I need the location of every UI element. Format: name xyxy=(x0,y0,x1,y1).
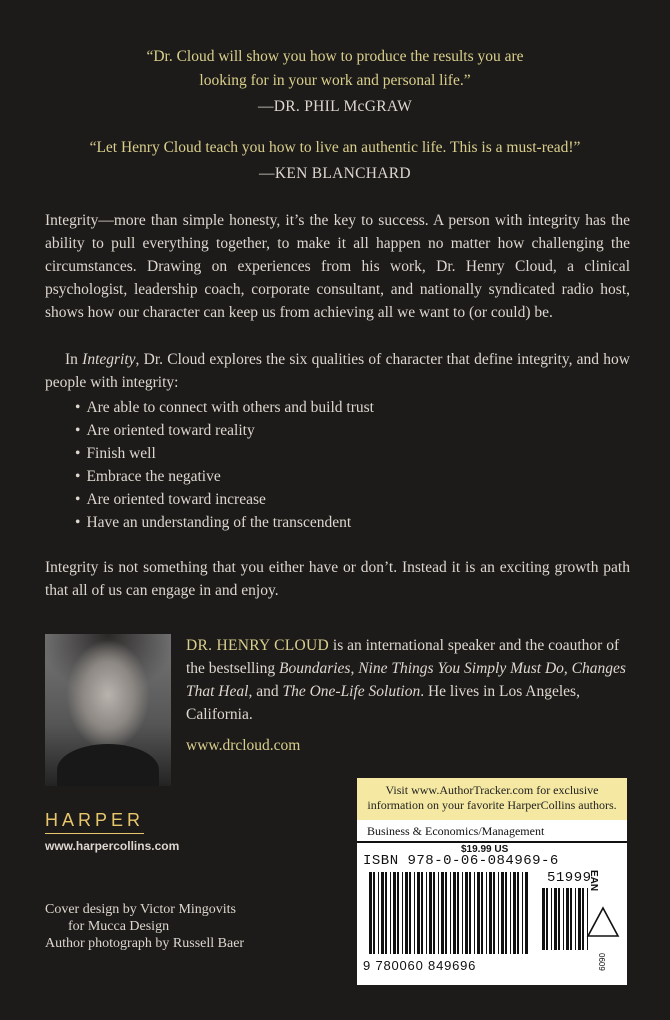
barcode-bar xyxy=(469,872,471,954)
barcode-bar xyxy=(409,872,411,954)
barcode-bar xyxy=(510,872,511,954)
publisher-logo: HARPER xyxy=(45,810,144,834)
barcode-bar xyxy=(462,872,463,954)
barcode-bar xyxy=(566,888,569,950)
book-title: Nine Things You Simply Must Do xyxy=(358,660,564,677)
list-item: • Finish well xyxy=(75,442,374,465)
barcode-bar xyxy=(517,872,519,954)
barcode-bar xyxy=(486,872,487,954)
barcode-bar xyxy=(373,872,375,954)
barcode-bar xyxy=(417,872,420,954)
author-name: DR. HENRY CLOUD xyxy=(186,637,330,654)
bio-text: , and xyxy=(248,683,283,700)
barcode-bar xyxy=(438,872,439,954)
author-photo xyxy=(45,634,171,786)
barcode-bar xyxy=(450,872,451,954)
description-paragraph: Integrity—more than simple honesty, it’s the key to success. A person with integrity has the ability to pull everything together, to make it all happen no matter how challenging the circumstances. Drawing on experiences from his work, Dr. Henry Cloud, a clinical psychologist, leadership coach, corporate consultant, and nationally syndicated radio host, shows how our character can keep us from achieving all we want to (or could) be. xyxy=(45,212,630,321)
barcode-bar xyxy=(489,872,492,954)
credit-line: for Mucca Design xyxy=(68,919,170,934)
tracker-line: information on your favorite HarperCollins authors. xyxy=(367,798,617,812)
barcode-bar xyxy=(501,872,504,954)
barcode-bar xyxy=(542,888,545,950)
barcode-bar xyxy=(390,872,391,954)
credits xyxy=(45,901,244,952)
barcode-bar xyxy=(558,888,560,950)
qualities-list xyxy=(75,396,374,534)
barcode-bar xyxy=(433,872,435,954)
description-paragraph xyxy=(45,348,630,394)
list-item: • Have an understanding of the transcendent xyxy=(75,511,374,534)
quote-text-line: “Dr. Cloud will show you how to produce the results you are xyxy=(146,48,524,65)
barcode-bar xyxy=(498,872,499,954)
barcode-bar xyxy=(570,888,572,950)
intro-word: In xyxy=(65,351,78,368)
list-item: • Are oriented toward reality xyxy=(75,419,374,442)
barcode-bar xyxy=(429,872,432,954)
barcode-bar xyxy=(381,872,384,954)
credit-line: Author photograph by Russell Baer xyxy=(45,936,245,951)
barcode-bar xyxy=(453,872,456,954)
barcode-box xyxy=(357,820,627,985)
barcode-bar xyxy=(378,872,379,954)
price-label: $19.99 US xyxy=(461,844,509,855)
book-title: The One-Life Solution xyxy=(282,683,421,700)
barcode-bar xyxy=(393,872,396,954)
barcode-bar xyxy=(445,872,447,954)
triangle-icon xyxy=(586,906,620,938)
tracker-line: Visit www.AuthorTracker.com for exclusive xyxy=(385,783,599,797)
barcode-bar xyxy=(457,872,459,954)
author-website: www.drcloud.com xyxy=(186,737,301,754)
barcode-bars xyxy=(369,872,529,954)
barcode-bar xyxy=(563,888,564,950)
publisher-url: www.harpercollins.com xyxy=(45,839,180,853)
barcode-bar xyxy=(525,872,528,954)
barcode-bar xyxy=(513,872,516,954)
quote-phil-mcgraw xyxy=(0,45,670,119)
bio-text: , xyxy=(350,660,359,677)
divider xyxy=(357,841,627,843)
barcode-bar xyxy=(546,888,548,950)
quote-ken-blanchard xyxy=(0,136,670,186)
barcode-bar xyxy=(493,872,495,954)
barcode-bar xyxy=(474,872,475,954)
barcode-bar xyxy=(465,872,468,954)
barcode-bar xyxy=(385,872,387,954)
barcode-bar xyxy=(554,888,557,950)
quote-text-line: looking for in your work and personal life.” xyxy=(199,72,471,89)
print-code: 0609 xyxy=(597,953,606,971)
author-tracker-notice xyxy=(357,778,627,820)
category-label: Business & Economics/Management xyxy=(367,824,545,838)
addon-barcode-bars xyxy=(542,888,590,950)
isbn-label: ISBN 978-0-06-084969-6 xyxy=(363,853,559,869)
quote-attribution: —KEN BLANCHARD xyxy=(259,165,411,182)
barcode-bar xyxy=(397,872,399,954)
barcode-bar xyxy=(582,888,584,950)
barcode-bar xyxy=(551,888,552,950)
quote-attribution: —DR. PHIL McGRAW xyxy=(257,98,413,115)
barcode-bar xyxy=(575,888,576,950)
barcode-bar xyxy=(481,872,483,954)
barcode-bar xyxy=(522,872,523,954)
barcode-bar xyxy=(441,872,444,954)
author-bio xyxy=(186,634,631,726)
book-title: Boundaries xyxy=(279,660,351,677)
description-paragraph: Integrity is not something that you either have or don’t. Instead it is an exciting growth path that all of us can engage in and enjoy. xyxy=(45,559,630,599)
addon-number: 51999 xyxy=(547,870,592,886)
bio-text: is an international speaker and the coauthor of the bestselling xyxy=(186,637,620,677)
barcode-bar xyxy=(477,872,480,954)
barcode-bar xyxy=(505,872,507,954)
book-title: Changes That Heal xyxy=(186,660,626,700)
barcode-bar xyxy=(578,888,581,950)
credit-line: Cover design by Victor Mingovits xyxy=(45,902,237,917)
barcode-number: 9 780060 849696 xyxy=(363,958,477,973)
book-title: Integrity xyxy=(82,351,136,368)
ean-label: EAN xyxy=(588,870,599,892)
barcode-bar xyxy=(405,872,408,954)
barcode-bar xyxy=(414,872,415,954)
bio-text: , xyxy=(563,660,572,677)
paragraph-text: , Dr. Cloud explores the six qualities of character that define integrity, and how people with integrity: xyxy=(45,351,630,391)
barcode-bar xyxy=(426,872,427,954)
list-item: • Are oriented toward increase xyxy=(75,488,374,511)
bio-text: . He lives in Los Angeles, California. xyxy=(186,683,580,723)
barcode-bar xyxy=(421,872,423,954)
quote-text-line: “Let Henry Cloud teach you how to live an authentic life. This is a must-read!” xyxy=(89,139,581,156)
barcode-bar xyxy=(369,872,372,954)
list-item: • Are able to connect with others and build trust xyxy=(75,396,374,419)
list-item: • Embrace the negative xyxy=(75,465,374,488)
barcode-bar xyxy=(402,872,403,954)
